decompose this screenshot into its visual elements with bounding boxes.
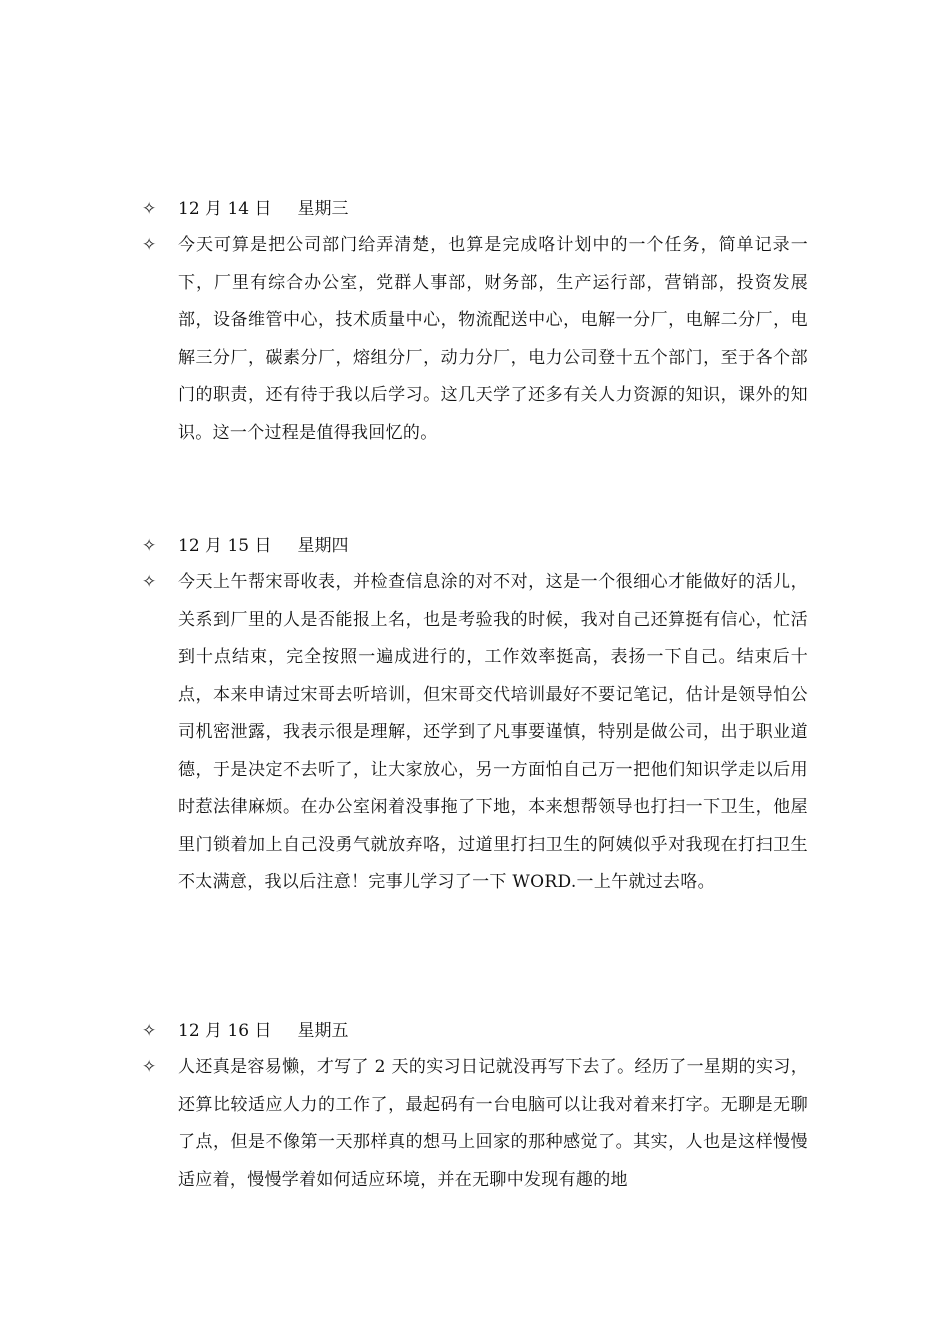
entry-paragraph: 人还真是容易懒，才写了 2 天的实习日记就没再写下去了。经历了一星期的实习，还算比较适应人力的工作了，最起码有一台电脑可以让我对着来打字。无聊是无聊了点，但是不像第一天那样真的想马上回家的那种感觉了。其实，人也是这样慢慢适应着，慢慢学着如何适应环境，并在无聊中发现有趣的地 — [178, 1057, 808, 1190]
entry-weekday: 星期五 — [297, 1021, 349, 1041]
entry-body-row — [0, 227, 808, 452]
entry-body-row — [0, 564, 808, 902]
entry-paragraph: 今天上午帮宋哥收表，并检查信息涂的对不对，这是一个很细心才能做好的活儿，关系到厂里的人是否能报上名，也是考验我的时候，我对自己还算挺有信心，忙活到十点结束，完全按照一遍成进行的，工作效率挺高，表扬一下自己。结束后十点，本来申请过宋哥去听培训，但宋哥交代培训最好不要记笔记，估计是领导怕公司机密泄露，我表示很是理解，还学到了凡事要谨慎，特别是做公司，出于职业道德，于是决定不去听了，让大家放心，另一方面怕自己万一把他们知识学走以后用时惹法律麻烦。在办公室闲着没事拖了下地，本来想帮领导也打扫一下卫生，他屋里门锁着加上自己没勇气就放弃咯，过道里打扫卫生的阿姨似乎对我现在打扫卫生不太满意，我以后注意！完事儿学习了一下 WORD.一上午就过去咯。 — [178, 572, 808, 892]
entry-date-row — [0, 1013, 808, 1049]
diamond-star-icon: ✧ — [142, 536, 157, 556]
diary-entry — [0, 1013, 950, 1199]
entry-date: 12 月 15 日 — [178, 536, 272, 556]
entry-date-row — [0, 528, 808, 564]
entry-weekday: 星期三 — [297, 199, 349, 219]
entry-date: 12 月 14 日 — [178, 199, 272, 219]
diary-entry — [0, 528, 950, 902]
entry-weekday: 星期四 — [297, 536, 349, 556]
entry-paragraph: 今天可算是把公司部门给弄清楚，也算是完成咯计划中的一个任务，简单记录一下，厂里有综合办公室，党群人事部，财务部，生产运行部，营销部，投资发展部，设备维管中心，技术质量中心，物流配送中心，电解一分厂，电解二分厂，电解三分厂，碳素分厂，熔组分厂，动力分厂，电力公司登十五个部门，至于各个部门的职责，还有待于我以后学习。这几天学了还多有关人力资源的知识，课外的知识。这一个过程是值得我回忆的。 — [178, 235, 808, 443]
diamond-star-icon: ✧ — [142, 235, 157, 255]
diamond-star-icon: ✧ — [142, 572, 157, 592]
entry-body-row — [0, 1049, 808, 1199]
diamond-star-icon: ✧ — [142, 1057, 157, 1077]
diary-entry — [0, 191, 950, 452]
diamond-star-icon: ✧ — [142, 199, 157, 219]
entry-date: 12 月 16 日 — [178, 1021, 272, 1041]
entry-date-row — [0, 191, 808, 227]
diamond-star-icon: ✧ — [142, 1021, 157, 1041]
